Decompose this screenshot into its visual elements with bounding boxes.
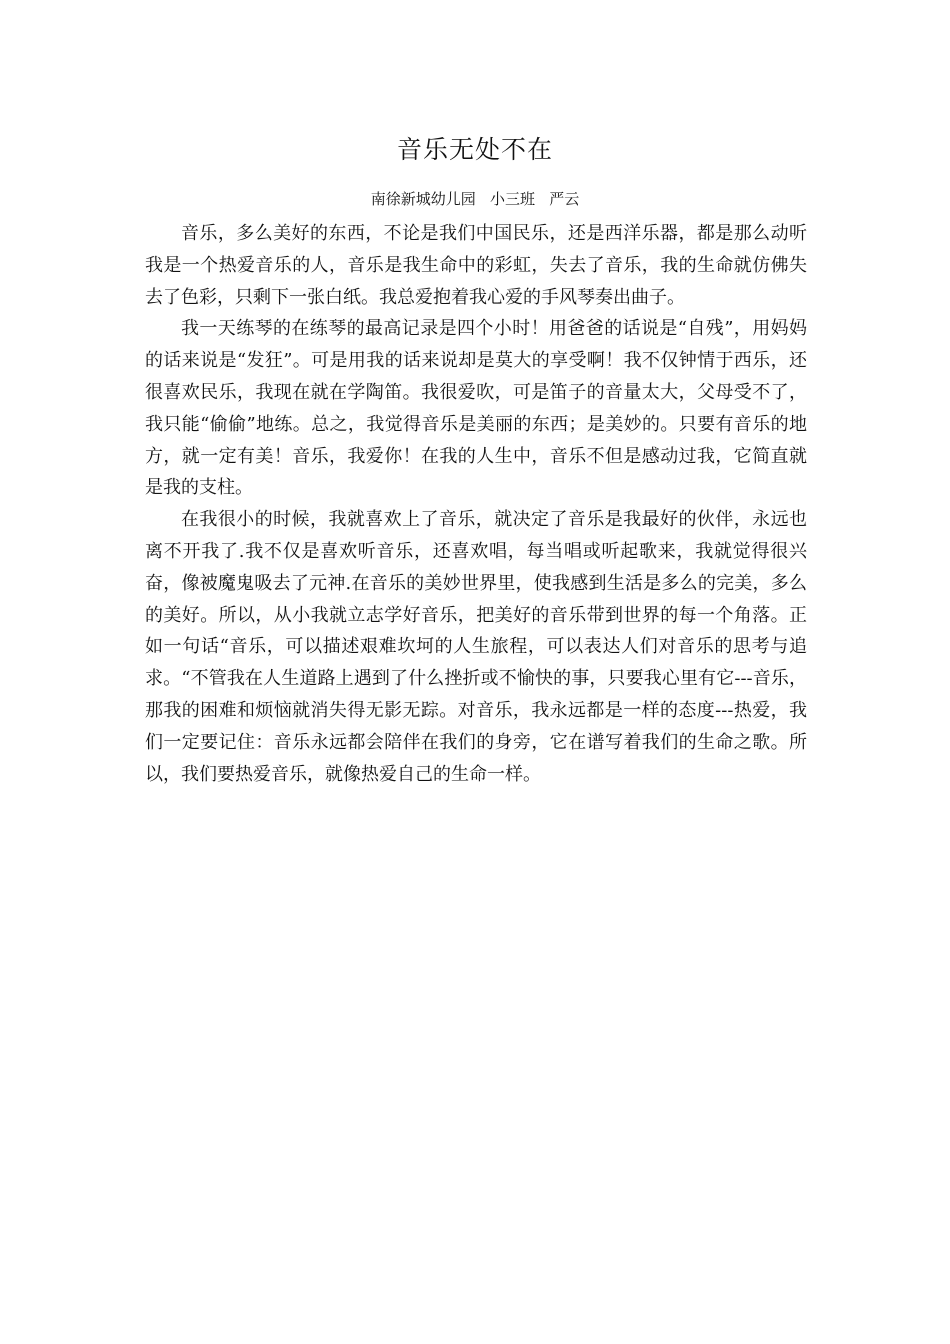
author-byline: 南徐新城幼儿园 小三班 严云 <box>370 190 580 208</box>
paragraph-2: 我一天练琴的在练琴的最高记录是四个小时！用爸爸的话说是“自残”，用妈妈的话来说是“发狂”。可是用我的话来说却是莫大的享受啊！我不仅钟情于西乐，还很喜欢民乐，我现在就在学陶笛。我很爱吹，可是笛子的音量太大，父母受不了，我只能“偷偷”地练。总之，我觉得音乐是美丽的东西；是美妙的。只要有音乐的地方，就一定有美！音乐，我爱你！在我的人生中，音乐不但是感动过我，它简直就是我的支柱。 <box>145 318 807 499</box>
document-body <box>145 218 807 790</box>
paragraph-3: 在我很小的时候，我就喜欢上了音乐，就决定了音乐是我最好的伙伴，永远也离不开我了.我不仅是喜欢听音乐，还喜欢唱，每当唱或听起歌来，我就觉得很兴奋，像被魔鬼吸去了元神.在音乐的美妙世界里，使我感到生活是多么的完美，多么的美好。所以，从小我就立志学好音乐，把美好的音乐带到世界的每一个角落。正如一句话“音乐，可以描述艰难坎坷的人生旅程，可以表达人们对音乐的思考与追求。“不管我在人生道路上遇到了什么挫折或不愉快的事，只要我心里有它---音乐，那我的困难和烦恼就消失得无影无踪。对音乐，我永远都是一样的态度---热爱，我们一定要记住：音乐永远都会陪伴在我们的身旁，它在谱写着我们的生命之歌。所以，我们要热爱音乐，就像热爱自己的生命一样。 <box>145 509 807 785</box>
document-title: 音乐无处不在 <box>396 135 553 164</box>
paragraph-1: 音乐，多么美好的东西，不论是我们中国民乐，还是西洋乐器，都是那么动听 我是一个热爱音乐的人，音乐是我生命中的彩虹，失去了音乐，我的生命就仿佛失去了色彩，只剩下一张白纸。我总爱抱着我心爱的手风琴奏出曲子。 <box>145 223 807 308</box>
